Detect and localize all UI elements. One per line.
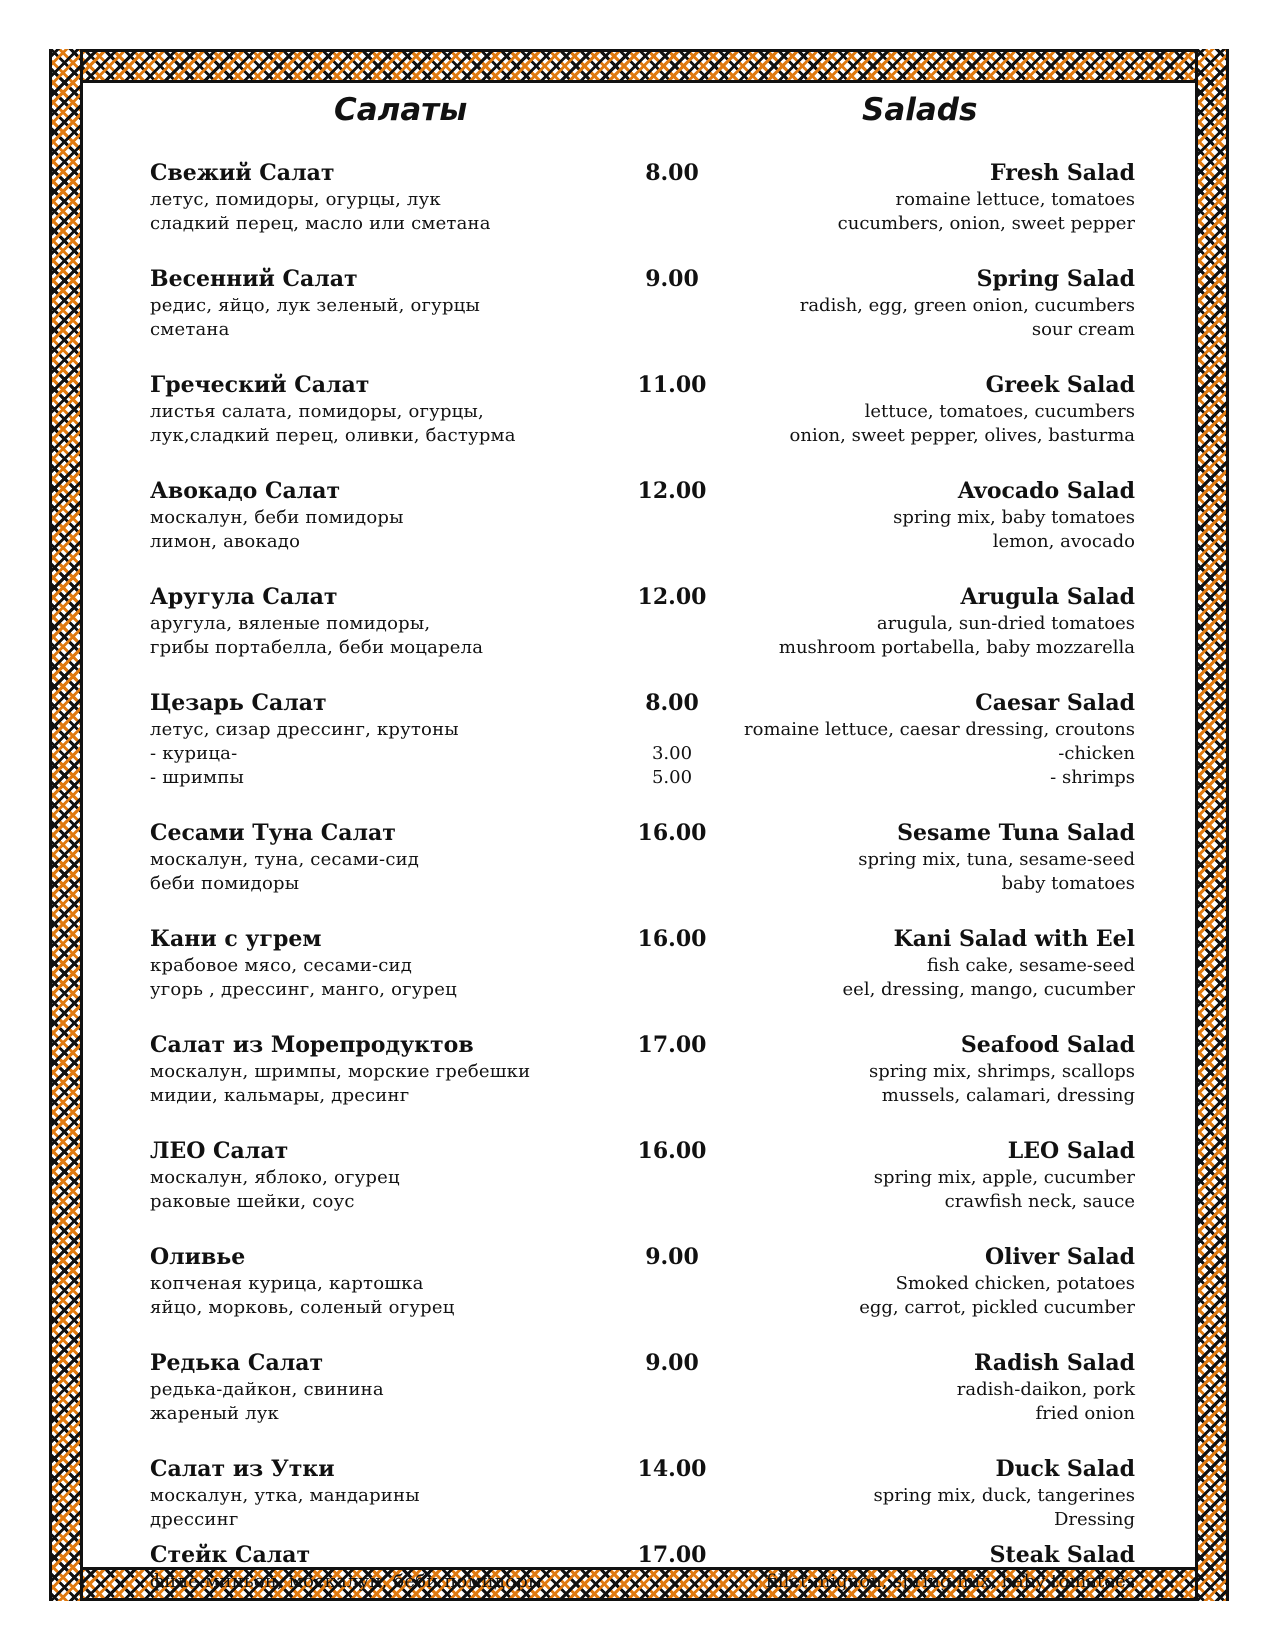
item-price: 9.00 bbox=[645, 266, 699, 292]
description-row bbox=[150, 400, 1135, 424]
menu-item bbox=[150, 370, 1135, 448]
description-english: crawfish neck, sauce bbox=[944, 1191, 1135, 1212]
item-price: 17.00 bbox=[637, 1542, 707, 1568]
description-english: arugula, sun-dried tomatoes bbox=[876, 613, 1135, 634]
item-name-english: Caesar Salad bbox=[975, 690, 1135, 716]
menu-item-header bbox=[150, 818, 1135, 848]
menu-item bbox=[150, 1136, 1135, 1214]
item-name-english: LEO Salad bbox=[1007, 1138, 1135, 1164]
item-price: 16.00 bbox=[637, 820, 707, 846]
addon-row bbox=[150, 766, 1135, 790]
menu-item-header bbox=[150, 370, 1135, 400]
item-name-russian: Редька Салат bbox=[150, 1350, 324, 1376]
description-english: spring mix, tuna, sesame-seed bbox=[858, 849, 1135, 870]
description-russian: редис, яйцо, лук зеленый, огурцы bbox=[150, 295, 480, 316]
description-english: mussels, calamari, dressing bbox=[881, 1085, 1135, 1106]
item-name-english: Fresh Salad bbox=[990, 160, 1135, 186]
menu-item bbox=[150, 818, 1135, 896]
description-row bbox=[150, 1402, 1135, 1426]
item-name-english: Arugula Salad bbox=[960, 584, 1135, 610]
description-english: eel, dressing, mango, cucumber bbox=[842, 979, 1135, 1000]
menu-item-header bbox=[150, 264, 1135, 294]
menu-item-header bbox=[150, 582, 1135, 612]
item-name-english: Spring Salad bbox=[976, 266, 1135, 292]
item-name-english: Kani Salad with Eel bbox=[893, 926, 1135, 952]
menu-item-header bbox=[150, 1540, 1135, 1570]
description-russian: сладкий перец, масло или сметана bbox=[150, 213, 491, 234]
item-price: 16.00 bbox=[637, 1138, 707, 1164]
item-price: 12.00 bbox=[637, 584, 707, 610]
description-row bbox=[150, 954, 1135, 978]
item-name-russian: Салат из Утки bbox=[150, 1456, 335, 1482]
description-english: Smoked chicken, potatoes bbox=[895, 1273, 1135, 1294]
description-row bbox=[150, 978, 1135, 1002]
item-name-english: Avocado Salad bbox=[957, 478, 1135, 504]
description-row bbox=[150, 636, 1135, 660]
description-row bbox=[150, 424, 1135, 448]
description-russian: раковые шейки, соус bbox=[150, 1191, 355, 1212]
description-russian: мидии, кальмары, дресинг bbox=[150, 1085, 410, 1106]
menu-item bbox=[150, 1540, 1135, 1594]
description-row bbox=[150, 188, 1135, 212]
description-russian: москалун, туна, сесами-сид bbox=[150, 849, 420, 870]
description-row bbox=[150, 1508, 1135, 1532]
addon-russian: - шримпы bbox=[150, 767, 244, 788]
description-row bbox=[150, 212, 1135, 236]
description-english: egg, carrot, pickled cucumber bbox=[859, 1297, 1135, 1318]
item-price: 9.00 bbox=[645, 1350, 699, 1376]
menu-item bbox=[150, 688, 1135, 790]
item-price: 9.00 bbox=[645, 1244, 699, 1270]
menu-item-header bbox=[150, 1348, 1135, 1378]
menu-item-header bbox=[150, 1454, 1135, 1484]
item-price: 12.00 bbox=[637, 478, 707, 504]
description-russian: москалун, яблоко, огурец bbox=[150, 1167, 400, 1188]
item-name-russian: Цезарь Салат bbox=[150, 690, 327, 716]
description-english: spring mix, baby tomatoes bbox=[893, 507, 1135, 528]
description-english: mushroom portabella, baby mozzarella bbox=[778, 637, 1135, 658]
menu-item bbox=[150, 582, 1135, 660]
salad-menu bbox=[150, 158, 1135, 1622]
addon-row bbox=[150, 742, 1135, 766]
description-english: spring mix, duck, tangerines bbox=[873, 1485, 1135, 1506]
menu-item-header bbox=[150, 476, 1135, 506]
description-row bbox=[150, 1570, 1135, 1594]
menu-item bbox=[150, 1030, 1135, 1108]
description-row bbox=[150, 1190, 1135, 1214]
item-name-russian: Авокадо Салат bbox=[150, 478, 341, 504]
menu-item-header bbox=[150, 924, 1135, 954]
item-name-english: Radish Salad bbox=[974, 1350, 1135, 1376]
item-name-english: Sesame Tuna Salad bbox=[897, 820, 1135, 846]
description-row bbox=[150, 318, 1135, 342]
description-english: lemon, avocado bbox=[992, 531, 1135, 552]
description-row bbox=[150, 1060, 1135, 1084]
description-english: radish-daikon, pork bbox=[956, 1379, 1135, 1400]
description-row bbox=[150, 530, 1135, 554]
ornamental-border-left bbox=[49, 49, 83, 1601]
item-name-english: Steak Salad bbox=[989, 1542, 1135, 1568]
menu-item-header bbox=[150, 158, 1135, 188]
description-russian: москалун, утка, мандарины bbox=[150, 1485, 420, 1506]
description-english: onion, sweet pepper, olives, basturma bbox=[789, 425, 1135, 446]
description-russian: дрессинг bbox=[150, 1509, 239, 1530]
description-row bbox=[150, 1484, 1135, 1508]
description-russian: летус, сизар дрессинг, крутоны bbox=[150, 719, 459, 740]
description-russian: листья салата, помидоры, огурцы, bbox=[150, 401, 484, 422]
item-name-russian: Свежий Салат bbox=[150, 160, 335, 186]
description-english: spring mix, apple, cucumber bbox=[873, 1167, 1135, 1188]
item-price: 8.00 bbox=[645, 690, 699, 716]
description-english: sour cream bbox=[1031, 319, 1135, 340]
menu-item-header bbox=[150, 1136, 1135, 1166]
heading-english: Salads bbox=[862, 92, 978, 128]
description-russian: москалун, беби помидоры bbox=[150, 507, 404, 528]
item-name-english: Greek Salad bbox=[985, 372, 1135, 398]
item-price: 16.00 bbox=[637, 926, 707, 952]
ornamental-border-top bbox=[49, 49, 1229, 83]
description-row bbox=[150, 1272, 1135, 1296]
menu-item-header bbox=[150, 1030, 1135, 1060]
ornamental-border-right bbox=[1195, 49, 1229, 1601]
menu-item bbox=[150, 1454, 1135, 1532]
description-row bbox=[150, 1378, 1135, 1402]
description-russian: летус, помидоры, огурцы, лук bbox=[150, 189, 441, 210]
item-name-russian: ЛЕО Салат bbox=[150, 1138, 289, 1164]
description-english: fish cake, sesame-seed bbox=[926, 955, 1135, 976]
description-row bbox=[150, 718, 1135, 742]
item-name-russian: Кани с угрем bbox=[150, 926, 322, 952]
menu-item bbox=[150, 264, 1135, 342]
description-row bbox=[150, 848, 1135, 872]
item-name-russian: Оливье bbox=[150, 1244, 246, 1270]
heading-russian: Салаты bbox=[334, 92, 468, 128]
item-name-english: Oliver Salad bbox=[984, 1244, 1135, 1270]
addon-english: -chicken bbox=[1058, 743, 1135, 764]
description-russian: лук,сладкий перец, оливки, бастурма bbox=[150, 425, 516, 446]
addon-russian: - курица- bbox=[150, 743, 238, 764]
item-name-russian: Греческий Салат bbox=[150, 372, 370, 398]
description-english: baby tomatoes bbox=[1001, 873, 1135, 894]
description-russian: крабовое мясо, сесами-сид bbox=[150, 955, 413, 976]
description-english: fillet-mignon, spring mix, baby tomatoes bbox=[765, 1571, 1135, 1592]
menu-item bbox=[150, 1348, 1135, 1426]
description-russian: филе-миньон, москалун, беби помидоры bbox=[150, 1571, 543, 1592]
description-english: radish, egg, green onion, cucumbers bbox=[799, 295, 1135, 316]
addon-english: - shrimps bbox=[1050, 767, 1135, 788]
item-name-russian: Весенний Салат bbox=[150, 266, 358, 292]
menu-item-header bbox=[150, 688, 1135, 718]
description-russian: сметана bbox=[150, 319, 230, 340]
addon-price: 5.00 bbox=[651, 767, 693, 788]
description-row bbox=[150, 294, 1135, 318]
description-english: spring mix, shrimps, scallops bbox=[868, 1061, 1135, 1082]
item-name-russian: Салат из Морепродуктов bbox=[150, 1032, 474, 1058]
item-name-russian: Стейк Салат bbox=[150, 1542, 311, 1568]
item-name-english: Duck Salad bbox=[995, 1456, 1135, 1482]
description-russian: аругула, вяленые помидоры, bbox=[150, 613, 431, 634]
description-russian: копченая курица, картошка bbox=[150, 1273, 424, 1294]
item-price: 14.00 bbox=[637, 1456, 707, 1482]
description-row bbox=[150, 1084, 1135, 1108]
description-row bbox=[150, 872, 1135, 896]
description-row bbox=[150, 1166, 1135, 1190]
item-name-russian: Сесами Туна Салат bbox=[150, 820, 396, 846]
menu-item bbox=[150, 1242, 1135, 1320]
description-row bbox=[150, 506, 1135, 530]
description-english: romaine lettuce, tomatoes bbox=[895, 189, 1135, 210]
description-russian: яйцо, морковь, соленый огурец bbox=[150, 1297, 455, 1318]
item-price: 17.00 bbox=[637, 1032, 707, 1058]
description-english: romaine lettuce, caesar dressing, croutons bbox=[744, 719, 1135, 740]
description-russian: беби помидоры bbox=[150, 873, 300, 894]
menu-item bbox=[150, 924, 1135, 1002]
description-english: fried onion bbox=[1035, 1403, 1135, 1424]
item-price: 11.00 bbox=[637, 372, 707, 398]
description-row bbox=[150, 1296, 1135, 1320]
description-row bbox=[150, 612, 1135, 636]
menu-item-header bbox=[150, 1242, 1135, 1272]
menu-item bbox=[150, 158, 1135, 236]
description-russian: лимон, авокадо bbox=[150, 531, 301, 552]
description-english: lettuce, tomatoes, cucumbers bbox=[864, 401, 1135, 422]
description-russian: жареный лук bbox=[150, 1403, 279, 1424]
description-russian: редька-дайкон, свинина bbox=[150, 1379, 384, 1400]
description-english: cucumbers, onion, sweet pepper bbox=[837, 213, 1135, 234]
addon-price: 3.00 bbox=[651, 743, 693, 764]
description-russian: угорь , дрессинг, манго, огурец bbox=[150, 979, 457, 1000]
menu-item bbox=[150, 476, 1135, 554]
description-russian: грибы портабелла, беби моцарела bbox=[150, 637, 484, 658]
item-price: 8.00 bbox=[645, 160, 699, 186]
description-english: Dressing bbox=[1053, 1509, 1135, 1530]
item-name-english: Seafood Salad bbox=[960, 1032, 1135, 1058]
description-russian: москалун, шримпы, морские гребешки bbox=[150, 1061, 531, 1082]
item-name-russian: Аругула Салат bbox=[150, 584, 338, 610]
